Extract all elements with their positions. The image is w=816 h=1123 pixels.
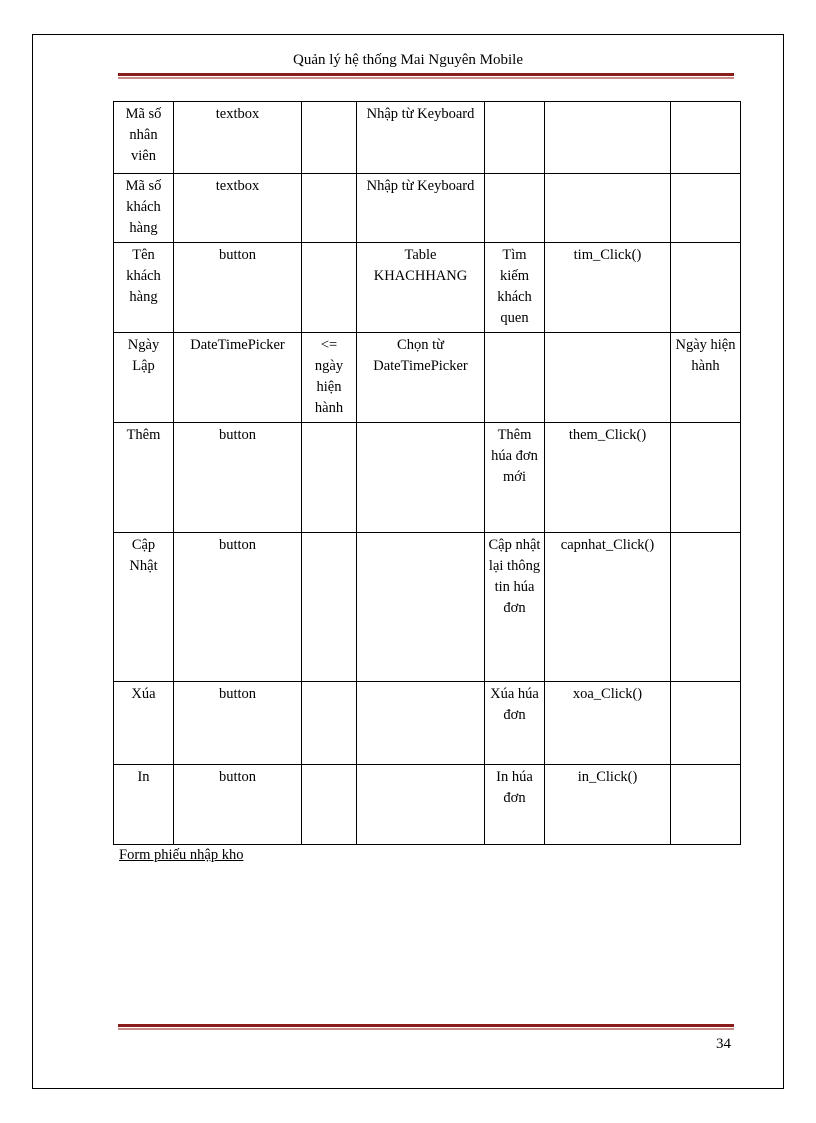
table-cell [545,102,671,174]
table-row [114,423,741,533]
table-cell: DateTimePicker [174,333,302,423]
table-cell [671,533,741,682]
table-cell: textbox [174,102,302,174]
table-cell: in_Click() [545,765,671,845]
table-cell: Tên khách hàng [114,243,174,333]
table-cell [545,174,671,243]
control-spec-table [113,101,741,845]
table-cell: Xúa húa đơn [485,682,545,765]
table-cell [671,243,741,333]
table-cell [545,333,671,423]
table-cell: button [174,243,302,333]
table-cell: <= ngày hiện hành [302,333,357,423]
table-cell: button [174,533,302,682]
table-row [114,765,741,845]
table-cell: Mã số khách hàng [114,174,174,243]
table-cell [671,423,741,533]
footer-rule [118,1024,734,1030]
table-cell: In [114,765,174,845]
table-cell [302,423,357,533]
table-cell [485,174,545,243]
header-rule [118,73,734,79]
table-cell: Tìm kiếm khách quen [485,243,545,333]
table-cell [671,174,741,243]
table-cell [302,533,357,682]
form-caption: Form phiếu nhập kho [119,847,244,863]
table-cell [302,682,357,765]
table-cell: Thêm húa đơn mới [485,423,545,533]
table-cell [485,333,545,423]
table-cell: textbox [174,174,302,243]
table-cell: Nhập từ Keyboard [357,102,485,174]
table-row [114,102,741,174]
table-cell: Mã số nhân viên [114,102,174,174]
table-cell: Ngày Lập [114,333,174,423]
table-cell [671,102,741,174]
table-row [114,682,741,765]
table-row [114,174,741,243]
table-cell [357,765,485,845]
table-cell: Ngày hiện hành [671,333,741,423]
table-cell [485,102,545,174]
table-cell: xoa_Click() [545,682,671,765]
table-row [114,243,741,333]
table-cell: In húa đơn [485,765,545,845]
table-cell: button [174,682,302,765]
table-cell: Cập nhật lại thông tin húa đơn [485,533,545,682]
table-cell [302,102,357,174]
table-cell: button [174,765,302,845]
table-cell: Chọn từ DateTimePicker [357,333,485,423]
page-number: 34 [716,1036,731,1052]
table-cell: Table KHACHHANG [357,243,485,333]
table-cell: button [174,423,302,533]
table-cell: Nhập từ Keyboard [357,174,485,243]
table-cell [357,682,485,765]
table-cell [671,682,741,765]
table-cell: Cập Nhật [114,533,174,682]
table-cell [357,423,485,533]
table-cell [671,765,741,845]
table-cell: tim_Click() [545,243,671,333]
header-title: Quản lý hệ thống Mai Nguyên Mobile [293,52,523,68]
table-row [114,533,741,682]
table-cell [302,174,357,243]
table-cell [357,533,485,682]
table-cell: capnhat_Click() [545,533,671,682]
table-row [114,333,741,423]
table-cell: Xúa [114,682,174,765]
table-cell: them_Click() [545,423,671,533]
table-cell [302,765,357,845]
table-cell [302,243,357,333]
table-cell: Thêm [114,423,174,533]
